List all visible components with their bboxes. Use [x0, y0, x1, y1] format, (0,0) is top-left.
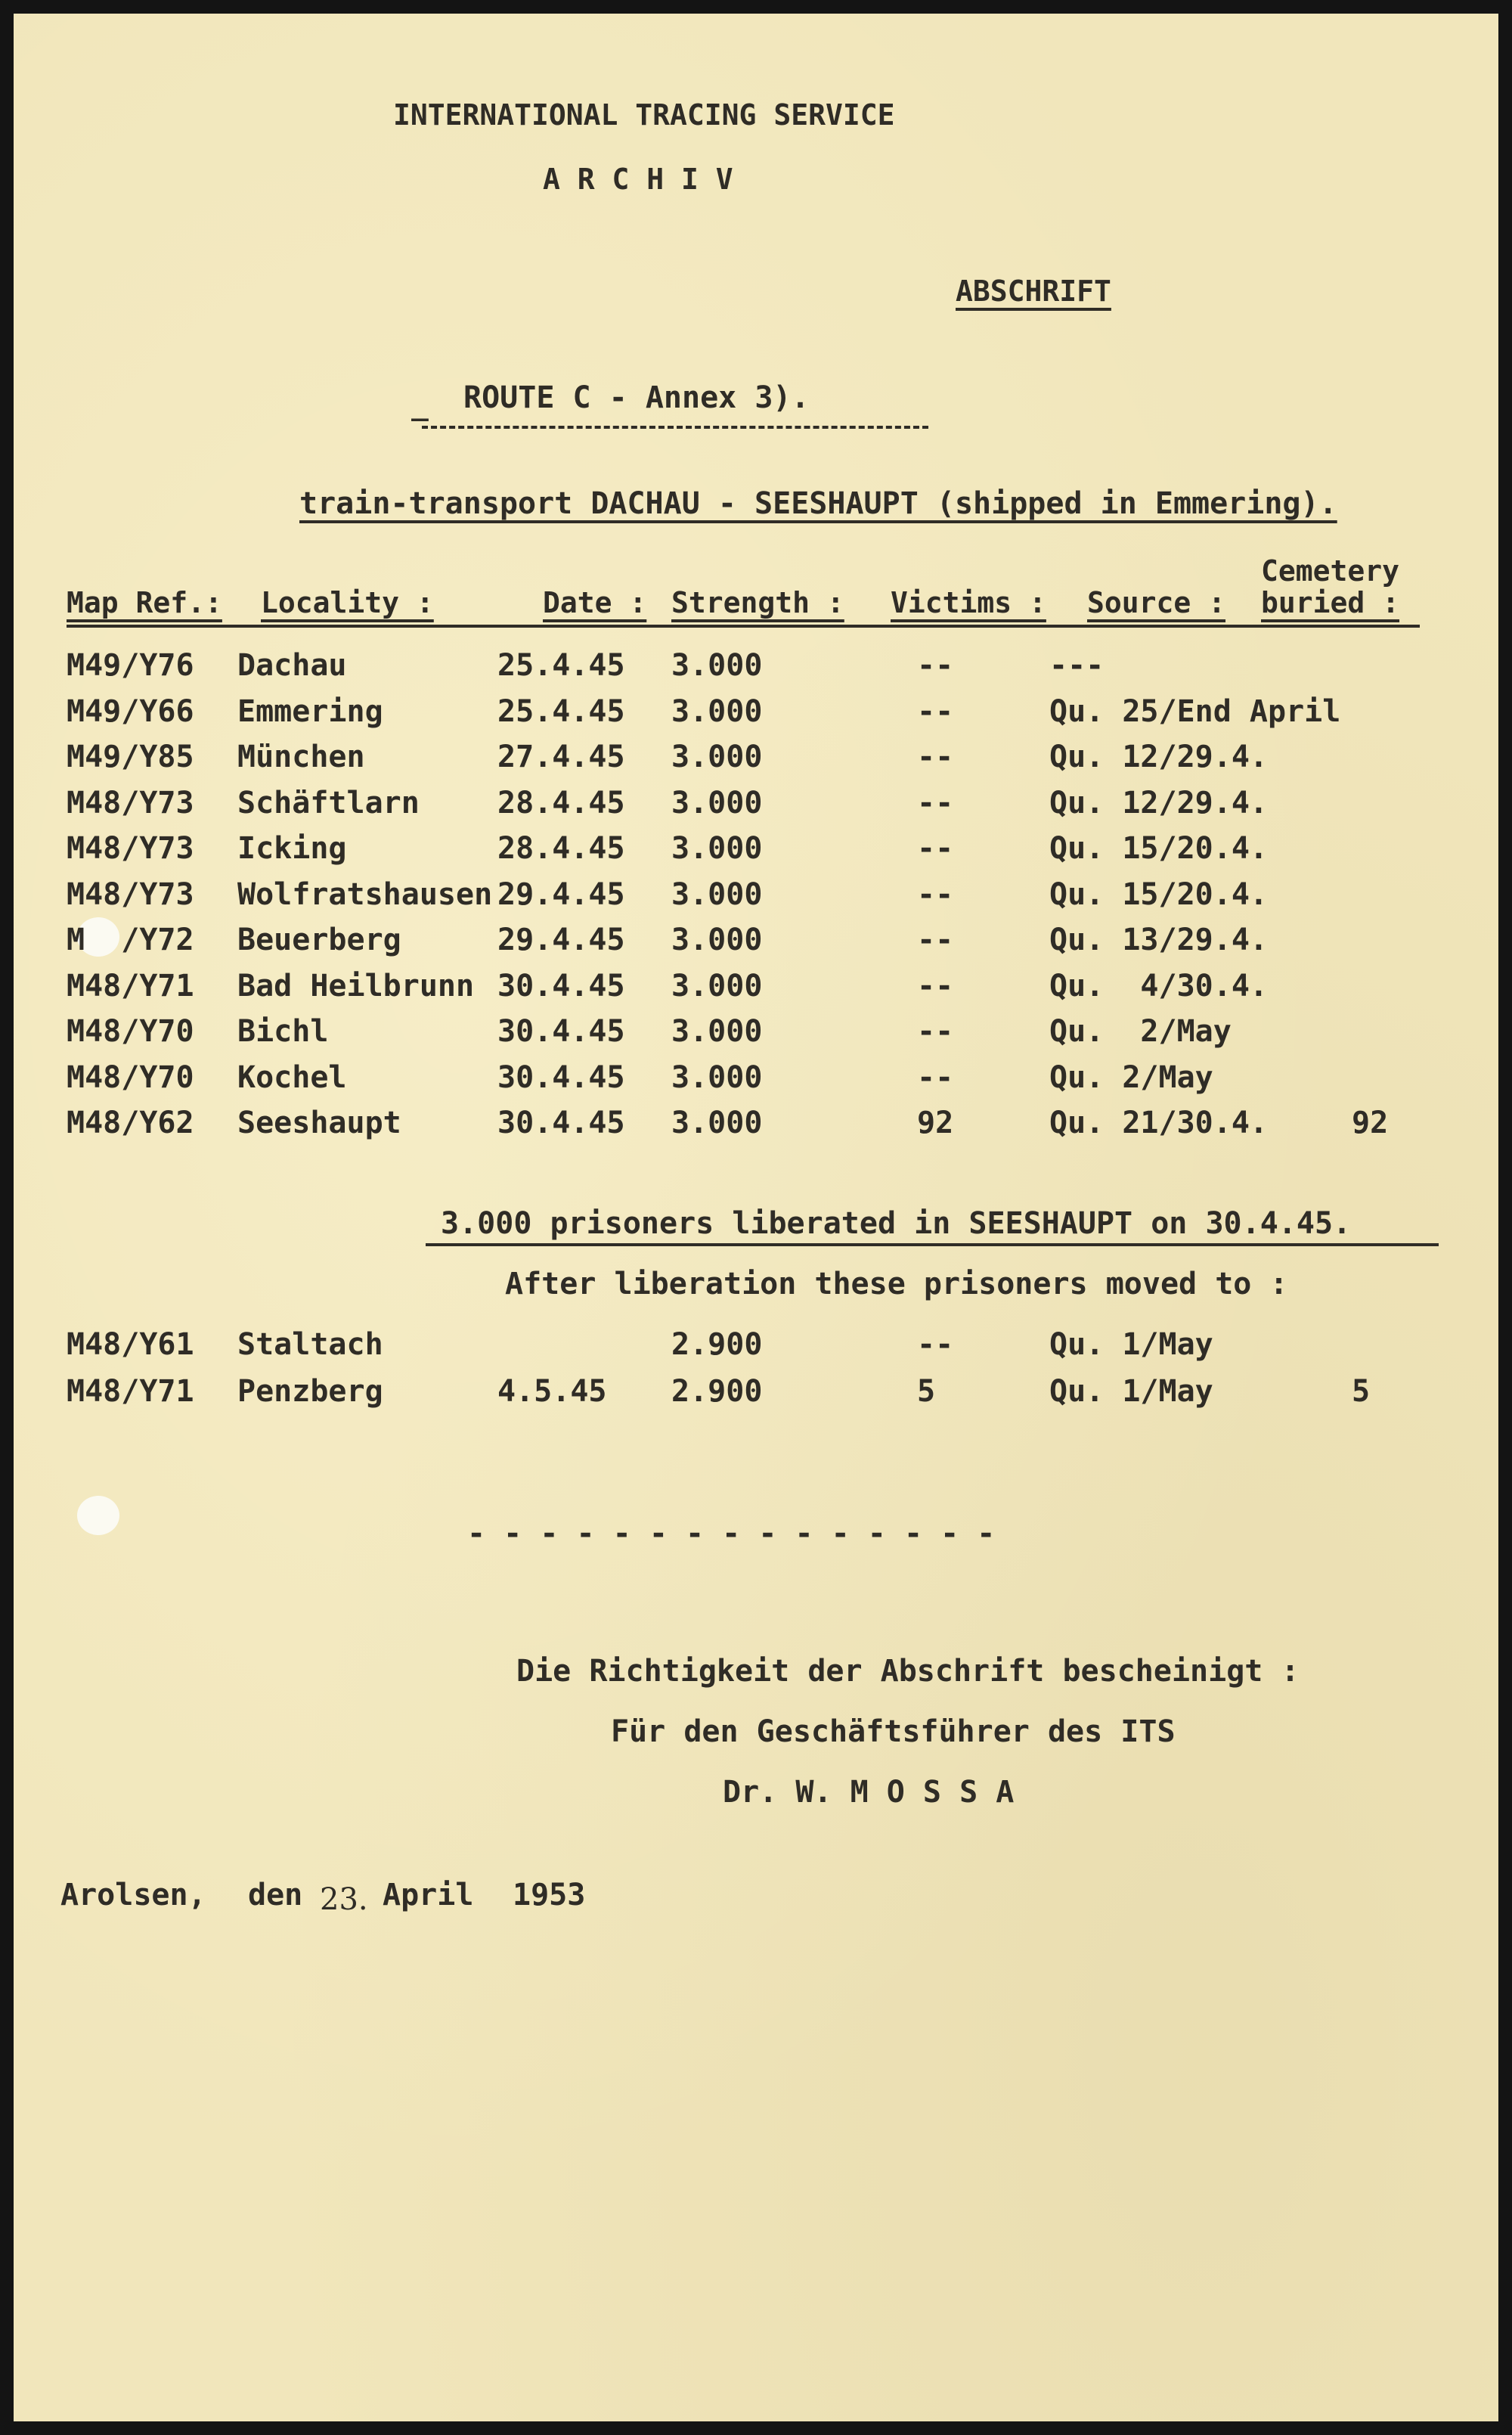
org-title: INTERNATIONAL TRACING SERVICE — [393, 98, 895, 132]
victims-cell: -- — [917, 1014, 954, 1049]
source-cell: Qu. 15/20.4. — [1049, 876, 1268, 912]
strength-cell: 2.900 — [671, 1327, 763, 1362]
footer-place: Arolsen, — [60, 1878, 206, 1912]
map-ref-cell: M48/Y70 — [67, 1059, 194, 1095]
locality-cell: München — [237, 740, 365, 774]
locality-cell: Dachau — [237, 648, 347, 683]
victims-cell: -- — [917, 831, 954, 866]
liberation-line: 3.000 prisoners liberated in SEESHAUPT on 30.4.45. — [441, 1206, 1352, 1241]
strength-cell: 3.000 — [671, 831, 763, 866]
victims-cell: -- — [917, 876, 954, 912]
separator: - - - - - - - - - - - - - - - — [467, 1516, 996, 1551]
header-locality: Locality : — [261, 586, 434, 619]
map-ref-cell: M49/Y66 — [67, 693, 194, 729]
source-cell: Qu. 12/29.4. — [1049, 740, 1268, 774]
document-page — [14, 14, 1498, 2421]
victims-cell: -- — [917, 740, 954, 774]
date-cell: 25.4.45 — [497, 648, 625, 683]
source-cell: Qu. 13/29.4. — [1049, 923, 1268, 957]
archive-title: A R C H I V — [543, 163, 733, 196]
map-ref-cell: M49/Y85 — [67, 740, 194, 774]
header-source: Source : — [1087, 586, 1226, 619]
locality-cell: Bad Heilbrunn — [237, 968, 475, 1003]
header-underline — [67, 625, 1420, 628]
strength-cell: 3.000 — [671, 1106, 763, 1140]
strength-cell: 3.000 — [671, 923, 763, 957]
certification-line-2: Für den Geschäftsführer des ITS — [611, 1714, 1176, 1749]
route-title: ROUTE C - Annex 3). — [463, 380, 810, 415]
strength-cell: 3.000 — [671, 876, 763, 912]
locality-cell: Penzberg — [237, 1374, 383, 1409]
date-cell: 30.4.45 — [497, 1059, 625, 1095]
strength-cell: 3.000 — [671, 968, 763, 1003]
source-cell: --- — [1049, 648, 1105, 683]
locality-cell: Staltach — [237, 1327, 383, 1362]
certification-signatory: Dr. W. M O S S A — [723, 1775, 1015, 1810]
map-ref-cell: M48/Y71 — [67, 1374, 194, 1409]
victims-cell: 5 — [917, 1374, 936, 1409]
locality-cell: Emmering — [237, 693, 383, 729]
map-ref-cell: M48/Y71 — [67, 968, 194, 1003]
map-ref-cell: M48/Y73 — [67, 785, 194, 820]
victims-cell: -- — [917, 648, 954, 683]
locality-cell: Schäftlarn — [237, 785, 420, 820]
strength-cell: 3.000 — [671, 1014, 763, 1049]
date-cell: 30.4.45 — [497, 1014, 625, 1049]
source-cell: Qu. 1/May — [1049, 1374, 1213, 1409]
strength-cell: 3.000 — [671, 1059, 763, 1095]
footer-month: April — [383, 1878, 474, 1912]
strength-cell: 3.000 — [671, 693, 763, 729]
footer-den: den — [248, 1878, 303, 1912]
locality-cell: Beuerberg — [237, 923, 401, 957]
transport-title: train-transport DACHAU - SEESHAUPT (shipped in Emmering). — [299, 486, 1337, 521]
strength-cell: 3.000 — [671, 648, 763, 683]
victims-cell: -- — [917, 1059, 954, 1095]
victims-cell: -- — [917, 968, 954, 1003]
footer-day: 23. — [320, 1882, 368, 1917]
footer-year: 1953 — [513, 1878, 586, 1912]
source-cell: Qu. 25/End April — [1049, 693, 1341, 729]
source-cell: Qu. 2/May — [1049, 1014, 1232, 1049]
source-cell: Qu. 21/30.4. — [1049, 1106, 1268, 1140]
copy-label: ABSCHRIFT — [956, 275, 1111, 308]
map-ref-cell: M48/Y70 — [67, 1014, 194, 1049]
liberation-underline — [426, 1243, 1439, 1246]
certification-line-1: Die Richtigkeit der Abschrift bescheinigt : — [516, 1654, 1300, 1689]
header-map-ref: Map Ref.: — [67, 586, 222, 619]
source-cell: Qu. 2/May — [1049, 1059, 1213, 1095]
date-cell: 28.4.45 — [497, 785, 625, 820]
route-underline — [422, 426, 928, 429]
victims-cell: -- — [917, 1327, 954, 1362]
map-ref-cell: M49/Y76 — [67, 648, 194, 683]
after-liberation-line: After liberation these prisoners moved to : — [505, 1267, 1288, 1301]
date-cell: 28.4.45 — [497, 831, 625, 866]
route-dash: _ — [411, 388, 429, 421]
map-ref-cell: M48/Y62 — [67, 1106, 194, 1140]
header-cemetery-1: Cemetery — [1261, 554, 1400, 588]
source-cell: Qu. 15/20.4. — [1049, 831, 1268, 866]
header-cemetery-2: buried : — [1261, 586, 1400, 619]
strength-cell: 3.000 — [671, 785, 763, 820]
locality-cell: Icking — [237, 831, 347, 866]
map-ref-cell: M48/Y73 — [67, 831, 194, 866]
map-ref-cell: M48/Y61 — [67, 1327, 194, 1362]
date-cell: 29.4.45 — [497, 923, 625, 957]
date-cell: 29.4.45 — [497, 876, 625, 912]
buried-cell: 92 — [1352, 1106, 1389, 1140]
strength-cell: 3.000 — [671, 740, 763, 774]
header-victims: Victims : — [891, 586, 1046, 619]
map-ref-cell: M48/Y73 — [67, 876, 194, 912]
locality-cell: Wolfratshausen — [237, 876, 493, 912]
date-cell: 30.4.45 — [497, 968, 625, 1003]
header-strength: Strength : — [671, 586, 844, 619]
source-cell: Qu. 1/May — [1049, 1327, 1213, 1362]
date-cell: 4.5.45 — [497, 1374, 607, 1409]
victims-cell: -- — [917, 785, 954, 820]
header-date: Date : — [543, 586, 647, 619]
map-ref-cell: M /Y72 — [67, 923, 194, 957]
punch-hole-bottom — [77, 1496, 119, 1535]
buried-cell: 5 — [1352, 1374, 1371, 1409]
locality-cell: Bichl — [237, 1014, 329, 1049]
date-cell: 30.4.45 — [497, 1106, 625, 1140]
date-cell: 27.4.45 — [497, 740, 625, 774]
source-cell: Qu. 4/30.4. — [1049, 968, 1268, 1003]
victims-cell: -- — [917, 693, 954, 729]
locality-cell: Seeshaupt — [237, 1106, 401, 1140]
victims-cell: 92 — [917, 1106, 954, 1140]
source-cell: Qu. 12/29.4. — [1049, 785, 1268, 820]
strength-cell: 2.900 — [671, 1374, 763, 1409]
victims-cell: -- — [917, 923, 954, 957]
locality-cell: Kochel — [237, 1059, 347, 1095]
date-cell: 25.4.45 — [497, 693, 625, 729]
